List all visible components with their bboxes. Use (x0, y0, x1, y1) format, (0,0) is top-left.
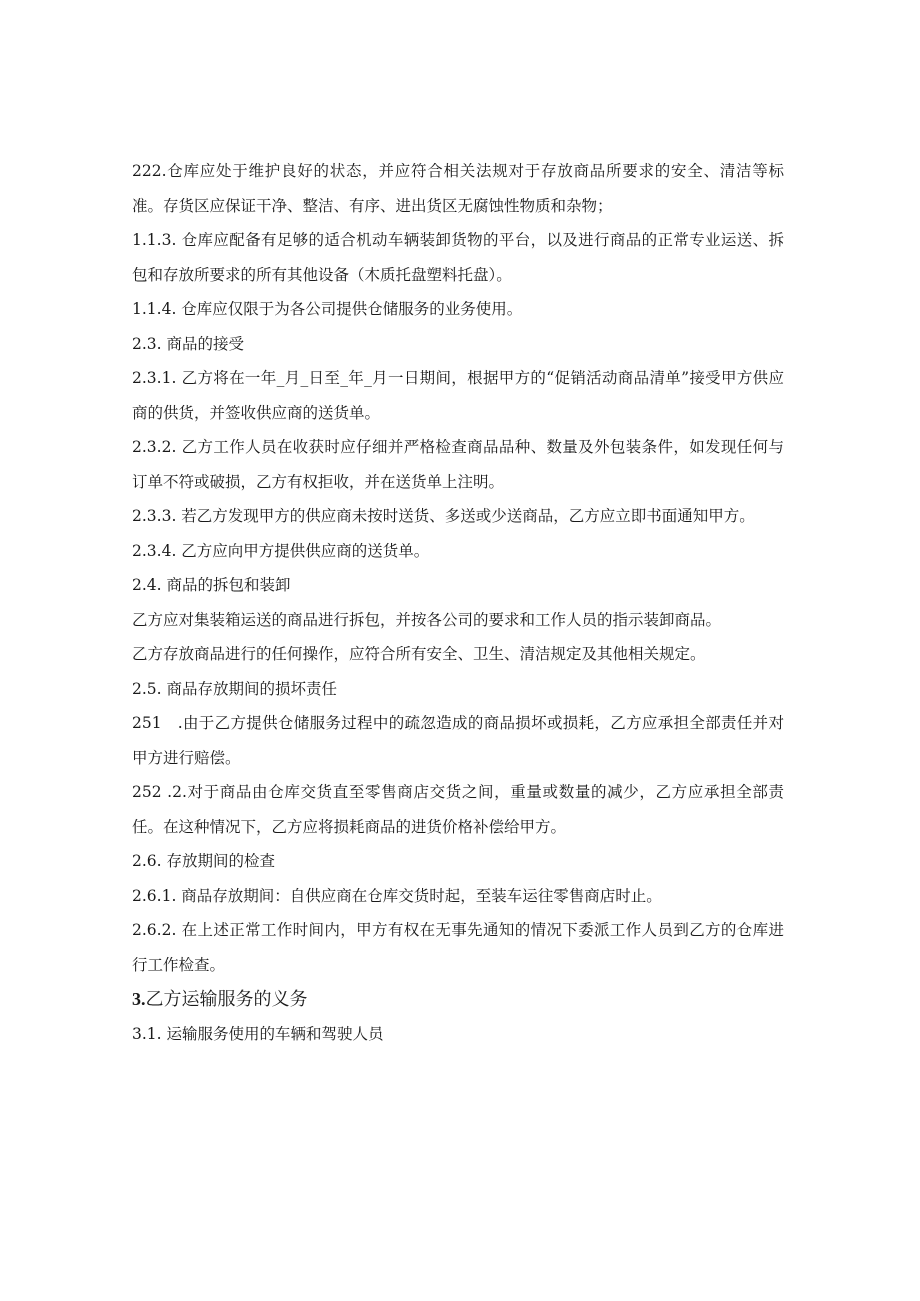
paragraph-2-6-2: 2.6.2. 在上述正常工作时间内，甲方有权在无事先通知的情况下委派工作人员到乙方的仓库进行工作检查。 (132, 921, 784, 974)
subheading-2-5: 2.5. 商品存放期间的损坏责任 (132, 679, 338, 698)
paragraph-2-5-2: 252 .2.对于商品由仓库交货直至零售商店交货之间，重量或数量的减少，乙方应承担全部责任。在这种情况下，乙方应将损耗商品的进货价格补偿给甲方。 (132, 783, 784, 836)
paragraph-2-3-4: 2.3.4. 乙方应向甲方提供供应商的送货单。 (132, 541, 430, 560)
paragraph-2-2-2: 222.仓库应处于维护良好的状态，并应符合相关法规对于存放商品所要求的安全、清洁等标准。存货区应保证干净、整洁、有序、进出货区无腐蚀性物质和杂物； (132, 162, 784, 215)
paragraph-1-1-4: 1.1.4. 仓库应仅限于为各公司提供仓储服务的业务使用。 (132, 300, 523, 318)
subheading-2-4: 2.4. 商品的拆包和装卸 (132, 576, 291, 594)
paragraph-unpacking-1: 乙方应对集装箱运送的商品进行拆包，并按各公司的要求和工作人员的指示装卸商品。 (132, 610, 722, 629)
paragraph-2-3-3: 2.3.3. 若乙方发现甲方的供应商未按时送货、多送或少送商品，乙方应立即书面通知甲方。 (132, 507, 755, 525)
section-heading-3 (132, 982, 784, 1017)
paragraph-2-6-1: 2.6.1. 商品存放期间：自供应商在仓库交货时起，至装车运往零售商店时止。 (132, 886, 662, 905)
paragraph-unpacking-2: 乙方存放商品进行的任何操作，应符合所有安全、卫生、清洁规定及其他相关规定。 (132, 645, 706, 663)
paragraph-2-3-2: 2.3.2. 乙方工作人员在收获时应仔细并严格检查商品品种、数量及外包装条件，如发现任何与订单不符或破损，乙方有权拒收，并在送货单上注明。 (132, 438, 784, 491)
section-heading-title: 乙方运输服务的义务 (145, 989, 308, 1010)
subheading-2-3: 2.3. 商品的接受 (132, 334, 245, 353)
paragraph-1-1-3: 1.1.3. 仓库应配备有足够的适合机动车辆装卸货物的平台，以及进行商品的正常专业运送、拆包和存放所要求的所有其他设备（木质托盘塑料托盘）。 (132, 231, 784, 284)
document-body (132, 154, 784, 1052)
subheading-2-6: 2.6. 存放期间的检查 (132, 852, 276, 870)
section-heading-number: 3. (132, 989, 146, 1009)
paragraph-2-5-1: 251 .由于乙方提供仓储服务过程中的疏忽造成的商品损坏或损耗，乙方应承担全部责任并对甲方进行赔偿。 (132, 714, 784, 767)
paragraph-2-3-1: 2.3.1. 乙方将在一年_月_日至_年_月一日期间，根据甲方的“促销活动商品清单”接受甲方供应商的供货，并签收供应商的送货单。 (132, 369, 784, 422)
paragraph-3-1: 3.1. 运输服务使用的车辆和驾驶人员 (132, 1025, 384, 1043)
